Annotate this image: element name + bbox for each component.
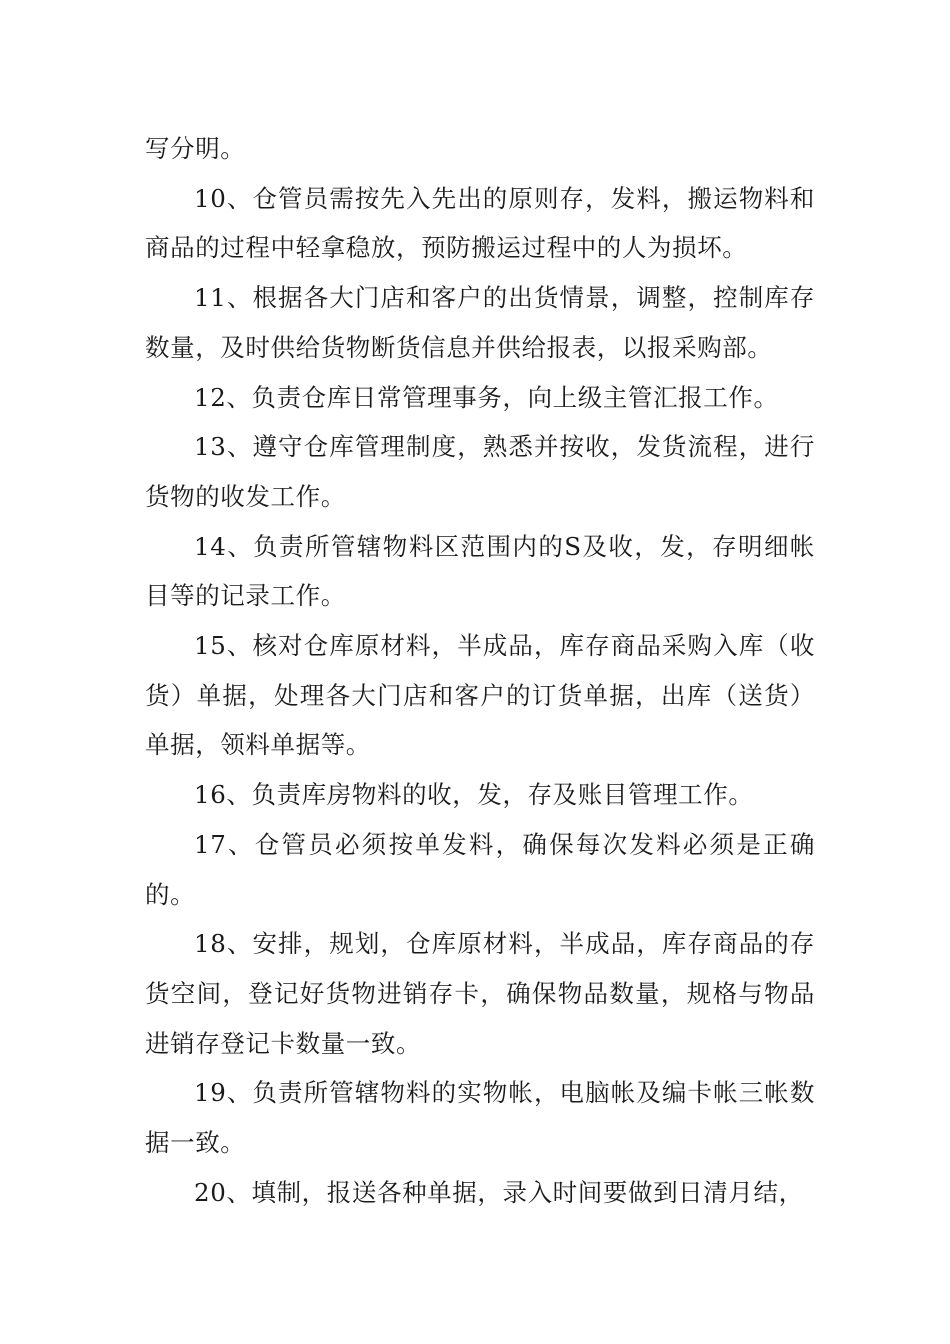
paragraph-item-13: 13、遵守仓库管理制度，熟悉并按收，发货流程，进行货物的收发工作。: [145, 432, 815, 511]
paragraph-item-10: 10、仓管员需按先入先出的原则存，发料，搬运物料和商品的过程中轻拿稳放，预防搬运过程中的人为损坏。: [145, 183, 815, 263]
paragraph-item-11: 11、根据各大门店和客户的出货情景，调整，控制库存数量，及时供给货物断货信息并供给报表，以报采购部。: [145, 283, 815, 362]
paragraph-item-17: 17、仓管员必须按单发料，确保每次发料必须是正确的。: [145, 829, 815, 909]
paragraph-item-12: 12、负责仓库日常管理事务，向上级主管汇报工作。: [194, 382, 779, 412]
paragraph-item-14: 14、负责所管辖物料区范围内的S及收，发，存明细帐目等的记录工作。: [145, 531, 815, 611]
paragraph-item-20: 20、填制，报送各种单据，录入时间要做到日清月结，: [194, 1177, 804, 1207]
paragraph-item-15: 15、核对仓库原材料，半成品，库存商品采购入库（收货）单据，处理各大门店和客户的订货单据，出库（送货）单据，领料单据等。: [145, 631, 815, 760]
paragraph-continuation: 写分明。: [145, 134, 246, 163]
document-body: [145, 124, 815, 1217]
paragraph-item-18: 18、安排，规划，仓库原材料，半成品，库存商品的存货空间，登记好货物进销存卡，确保物品数量，规格与物品进销存登记卡数量一致。: [145, 929, 815, 1058]
paragraph-item-19: 19、负责所管辖物料的实物帐，电脑帐及编卡帐三帐数据一致。: [145, 1078, 815, 1158]
paragraph-item-16: 16、负责库房物料的收，发，存及账目管理工作。: [194, 780, 754, 810]
